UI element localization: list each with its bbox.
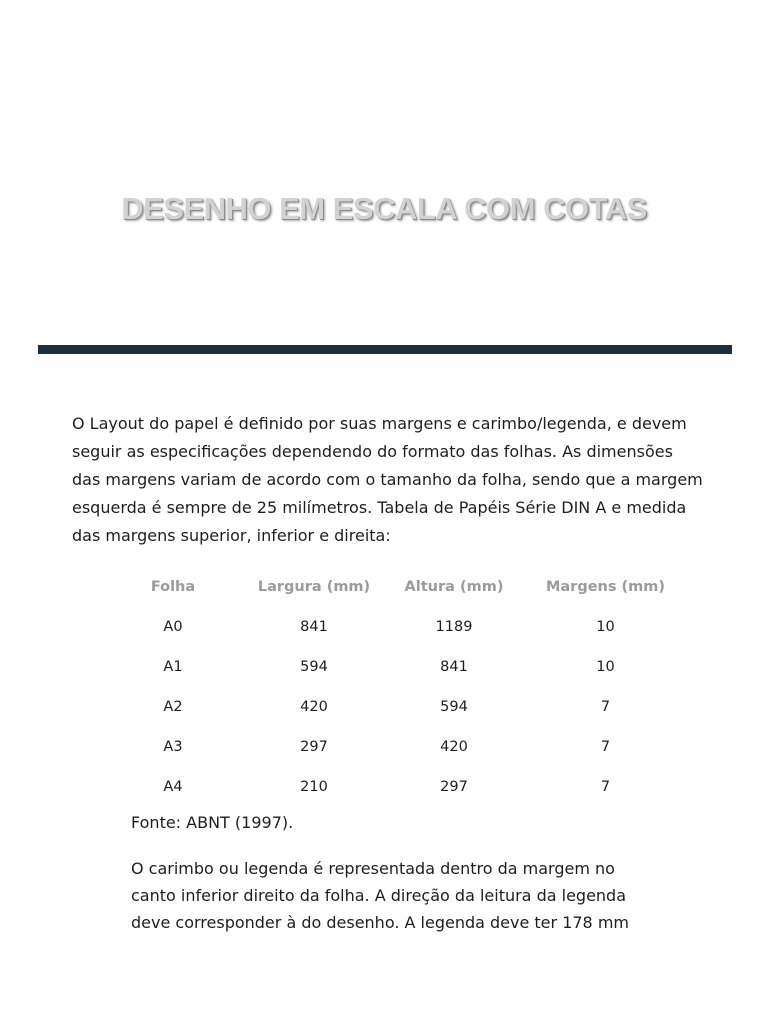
cell-largura: 841: [300, 619, 328, 635]
table-row: [102, 687, 687, 727]
legend-paragraph: [131, 855, 671, 936]
cell-largura: 420: [300, 699, 328, 715]
cell-folha: A0: [163, 619, 183, 635]
cell-altura: 594: [440, 699, 468, 715]
intro-line: esquerda é sempre de 25 milímetros. Tabela de Papéis Série DIN A e medida: [72, 498, 687, 517]
cell-margens: 7: [600, 699, 611, 715]
cell-altura: 297: [440, 779, 468, 795]
cell-folha: A1: [163, 659, 183, 675]
table-row: [102, 647, 687, 687]
cell-margens: 10: [596, 619, 615, 635]
cell-folha: A3: [163, 739, 183, 755]
cell-altura: 420: [440, 739, 468, 755]
section-divider: [38, 345, 732, 354]
column-header-margens: Margens (mm): [545, 579, 666, 595]
cell-margens: 7: [600, 779, 611, 795]
cell-altura: 841: [440, 659, 468, 675]
table-header-row: [102, 567, 687, 607]
cell-margens: 7: [600, 739, 611, 755]
table-row: [102, 767, 687, 807]
cell-folha: A2: [163, 699, 183, 715]
cell-margens: 10: [596, 659, 615, 675]
intro-line: das margens superior, inferior e direita:: [72, 526, 391, 545]
column-header-largura: Largura (mm): [257, 579, 371, 595]
table-row: [102, 607, 687, 647]
column-header-folha: Folha: [150, 579, 196, 595]
intro-line: O Layout do papel é definido por suas margens e carimbo/legenda, e devem: [72, 414, 687, 433]
intro-line: das margens variam de acordo com o tamanho da folha, sendo que a margem: [72, 470, 703, 489]
intro-line: seguir as especificações dependendo do formato das folhas. As dimensões: [72, 442, 673, 461]
cell-altura: 1189: [435, 619, 473, 635]
paragraph-line: canto inferior direito da folha. A direção da leitura da legenda: [131, 886, 627, 905]
cell-folha: A4: [163, 779, 183, 795]
cell-largura: 297: [300, 739, 328, 755]
paragraph-line: O carimbo ou legenda é representada dentro da margem no: [131, 859, 615, 878]
cell-largura: 594: [300, 659, 328, 675]
paper-sizes-table: [102, 567, 687, 807]
intro-paragraph: [72, 410, 712, 550]
table-source: Fonte: ABNT (1997).: [131, 813, 294, 832]
cell-largura: 210: [300, 779, 328, 795]
column-header-altura: Altura (mm): [404, 579, 504, 595]
paragraph-line: deve corresponder à do desenho. A legenda deve ter 178 mm: [131, 913, 629, 932]
page-title: DESENHO EM ESCALA COM COTAS: [121, 190, 647, 226]
table-row: [102, 727, 687, 767]
